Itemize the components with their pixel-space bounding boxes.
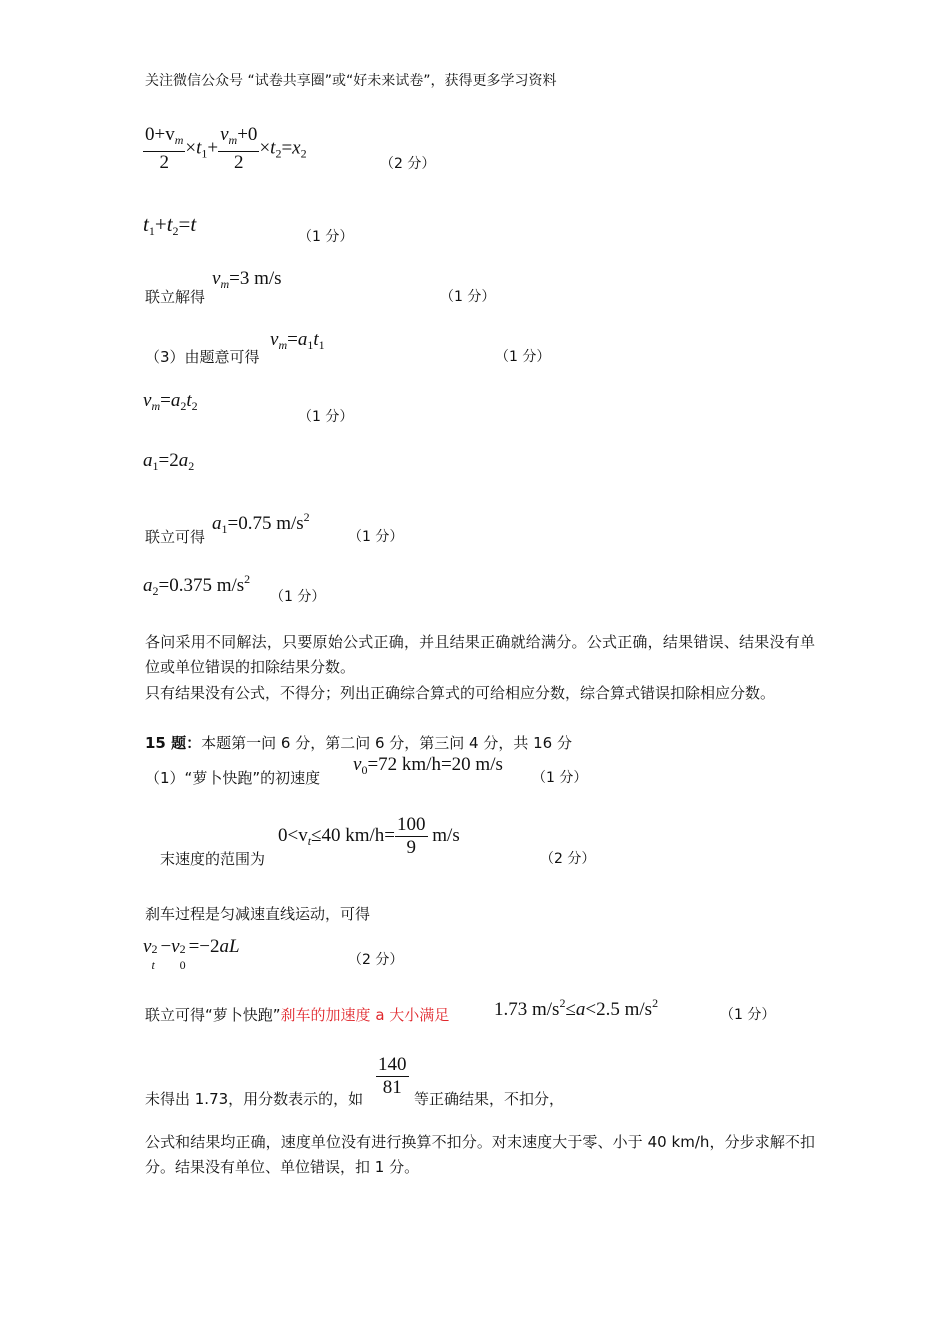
range-label: 末速度的范围为 [160,850,266,868]
part1-label: （1）“萝卜快跑”的初速度 [145,769,321,787]
solve-label: 联立可得 [145,528,206,546]
fraction-example: $\frac{140}{81}$ [378,1054,407,1098]
score: （1 分） [495,349,551,365]
score: （1 分） [298,229,354,245]
brake-label: 刹车过程是匀减速直线运动，可得 [145,905,371,923]
equation-a2-value: $a_2=0.375$ $m/s^2$ [143,572,251,598]
page-header: 关注微信公众号 “试卷共享圈”或“好未来试卷”，获得更多学习资料 [145,73,557,89]
score: （1 分） [270,589,326,605]
score: （2 分） [380,156,436,172]
part3-label: （3）由题意可得 [145,348,260,366]
equation-vt-range: $0<v_t\le 40$ km/h= $\frac{100}{9}$ m/s [278,814,460,858]
solve-label: 联立解得 [145,288,206,306]
equation-vm-a1: $v_m=a_1t_1$ [270,329,325,352]
question-15-title: 15 题：本题第一问 6 分，第二问 6 分，第三问 4 分，共 16 分 [145,734,572,752]
fraction-note-pre: 未得出 1.73，用分数表示的，如 [145,1090,364,1108]
final-label: 联立可得“萝卜快跑”刹车的加速度 a 大小满足 [145,1006,450,1024]
score: （1 分） [348,529,404,545]
equation-a1-value: $a_1=0.75$ $m/s^2$ [212,510,310,536]
equation-displacement: $\frac{0+v_m}{2}$ $\times t_1+$ $\frac{v_m+0}{2}$ $\times t_2=x_2$ [145,124,307,173]
equation-kinematics: v 2 t −v 2 0 =−2aL [143,936,240,972]
score: （1 分） [720,1007,776,1023]
score: （2 分） [348,952,404,968]
equation-vm-a2: $v_m=a_2t_2$ [143,390,198,413]
equation-vm: $v_m=3$ m/s [212,268,282,291]
equation-v0: $v_0=72$ km/h=20 m/s [353,754,503,777]
score: （1 分） [532,770,588,786]
grading-note: 各问采用不同解法，只要原始公式正确，并且结果正确就给满分。公式正确，结果错误、结果没有单位或单位错误的扣除结果分数。 [145,633,815,676]
grading-note: 公式和结果均正确，速度单位没有进行换算不扣分。对末速度大于零、小于 40 km/h，分步求解不扣分。结果没有单位、单位错误，扣 1 分。 [145,1133,815,1176]
equation-time-sum: $t_1+t_2=t$ [143,212,197,238]
score: （1 分） [440,289,496,305]
equation-a1-a2: $a_1=2a_2$ [143,450,195,473]
fraction-note-post: 等正确结果，不扣分， [414,1090,565,1108]
score: （2 分） [540,851,596,867]
grading-note: 只有结果没有公式，不得分；列出正确综合算式的可给相应分数，综合算式错误扣除相应分数。 [145,684,776,702]
equation-acceleration-range: 1.73 $m/s^2\le a<2.5$ $m/s^2$ [494,996,659,1020]
score: （1 分） [298,409,354,425]
